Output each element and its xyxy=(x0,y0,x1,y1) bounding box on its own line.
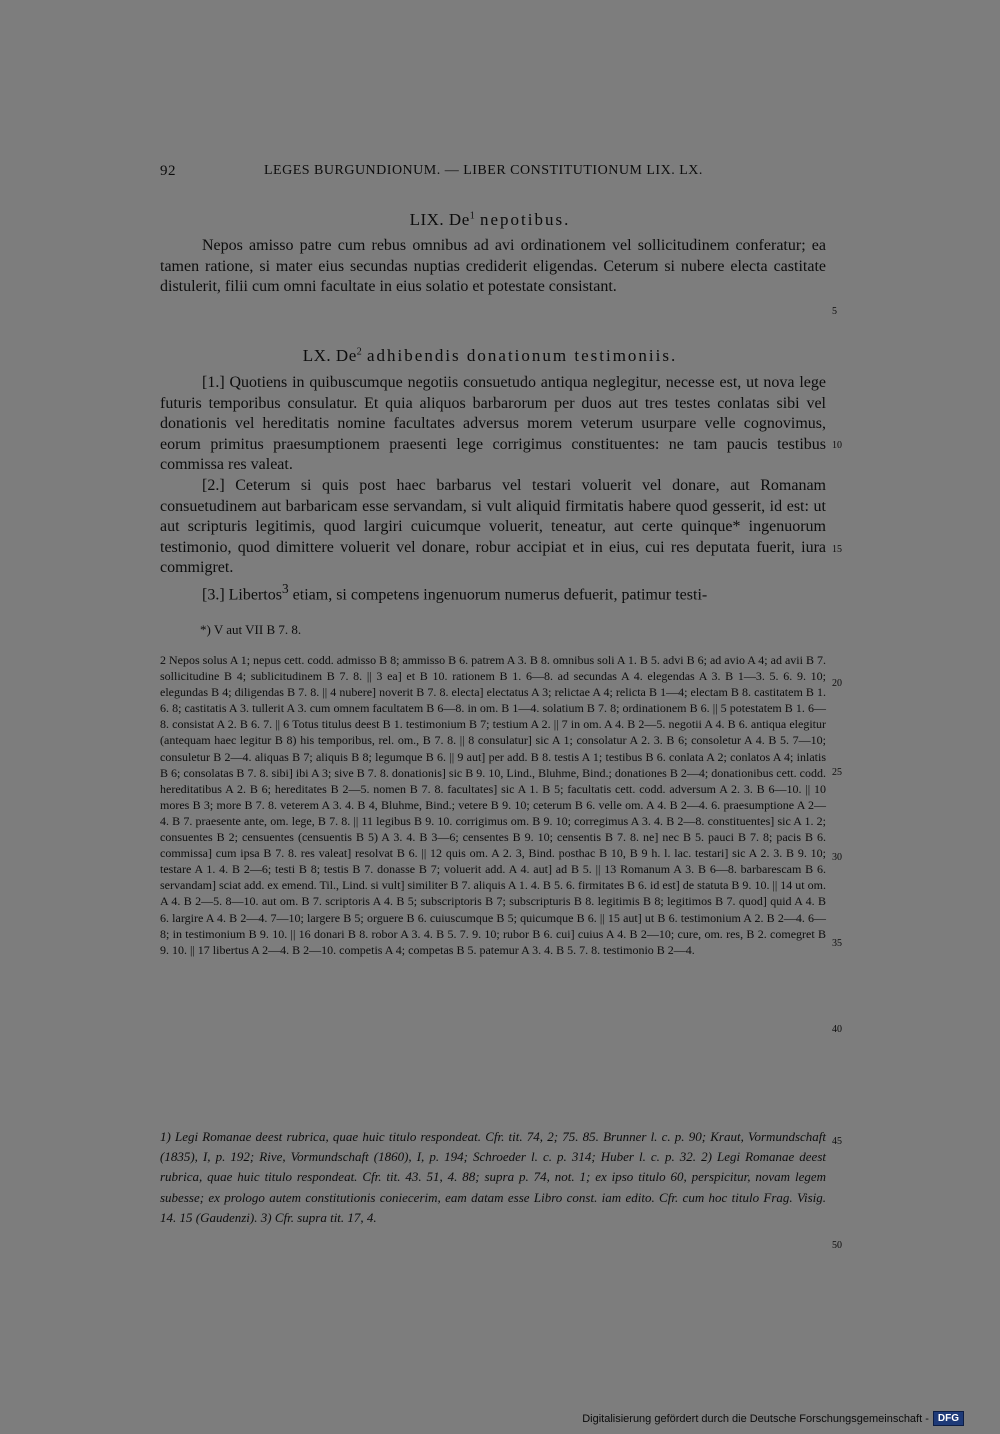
paragraph-lix: Nepos amisso patre cum rebus omnibus ad avi ordinationem vel sollicitudinem conferatur; ea tamen ratione, si mater eius secundas nuptias crediderit eligendas. Ceterum si nubere electa castitate distulerit, filii cum omni facultate in eius solatio et potestate consistant. xyxy=(160,237,826,296)
footnotes xyxy=(160,1127,826,1228)
credit-text: Digitalisierung gefördert durch die Deutsche Forschungsgemeinschaft - xyxy=(582,1412,929,1425)
footnote-text: 1) Legi Romanae deest rubrica, quae huic titulo respondeat. Cfr. tit. 74, 2; 75. 85. Brunner l. c. p. 90; Kraut, Vormundschaft (1835), I, p. 192; Rive, Vormundschaft (1860), I, p. 194; Schroeder l. c. p. 314; Huber l. c. p. 32. 2) Legi Romanae deest rubrica, quae huic titulo respondeat. Cfr. tit. 43. 51, 4. 88; supra p. 74, not. 1; ex ipso titulo 60, perspicitur, novam legem subesse; ex prologo autem constitutionis coniecerim, eam datam esse Libro const. iam edito. Cfr. cum hoc titulo Frag. Visig. 14. 15 (Gaudenzi). 3) Cfr. supra tit. 17, 4. xyxy=(160,1129,826,1225)
critical-apparatus: 2 Nepos solus A 1; nepus cett. codd. admisso B 8; ammisso B 6. patrem A 3. B 8. omnibus soli A 1. B 5. advi B 6; ad avio A 4; ad avii B 7. sollicitudine B 4; sublicitudinem B 7. 8. || 3 ea] et B 10. rationem B 1. 6—8. ad secundas A 4. elegendas A 3. B 1—3. 5. 6. 9. 10; elegundas B 4; diligendas B 7. 8. || 4 nubere] noverit B 7. 8. electa] electatus A 3; relictae A 4; relicta B 1—4; electam B 8. castitatem B 1. 6. 8; castitatis A 3. tullerit A 3. cum omnem facultatem B 6—8. in om. B 1—4. solatium B 7. 8; ordinationem B 6. || 5 potestatem B 1. 6—8. consistat A 2. B 6. 7. || 6 Totus titulus deest B 1. testimonium B 7; testium A 2. || 7 in om. A 4. B 2—5. negotii A 4. B 6. antiqua elegitur (antequam haec legitur B 8) his temporibus, rel. om., B 7. 8. || 8 consulatur] sic A 1; consolatur A 2. 3. B 6; consoletur A 4. B 5. 7—10; consuletur B 2—4. aliquas B 7; aliquis B 8; legumque B 6. || 9 aut] per add. B 8. testis A 1; testibus B 6. conlata A 2; conlatos A 4; inlatis B 6; consolatas B 7. 8. sibi] ibi A 3; sive B 7. 8. donationis] sic B 9. 10, Lind., Bluhme, Bind.; donationes B 2—4; donationibus cett. codd. hereditatibus A 2. B 6; hereditates B 2—5. nomen B 7. 8. facultates] sic A 1. B 5; facultatis cett. codd. adversum A 2. 3. B 6—10. || 10 mores B 3; more B 7. 8. veterem A 3. 4. B 4, Bluhme, Bind.; vetere B 9. 10; ceterum B 6. velle om. A 4. B 2—4. 6. praesumptione A 2—4. B 7. praesente ante, om. lege, B 7. 8. || 11 legibus B 9. 10. corrigimus om. B 9. 10; corregimus A 3. 4. B 2—8. constituentes] sic A 1. 2; consuentes B 2; censuentes (censuentis B 5) A 3. 4. B 3—6; censentes B 9. 10; censentis B 7. 8. ne] nec B 5. pauci B 7. 8; pacis B 6. commissa] cum ipsa B 7. 8. res valeat] resolvat B 6. || 12 quis om. A 2. 3, Bind. posthac B 10, B 9 h. l. lac. testari] sic A 2. 3. B 9. 10; testare A 1. 4. B 2—6; testi B 8; testis B 7. donasse B 7; voluerit add. A 4. aut] ad B 5. || 13 Romanum A 3. B 6—8. barbarescam B 6. servandam] sciat add. ex emend. Til., Lind. si vult] similiter B 7. aliquis A 1. 4. B 5. 6. firmitates B 6. id est] de statuta B 9. 10. || 14 ut om. A 4. B 2—5. 8—10. aut om. B 7. scriptoris A 4. B 5; subscriptoris B 7; subscripturis B 8. legitimis B 8; legitimos B 7. quod] quid A 4. B 6. largire A 4. B 2—4. 7—10; largere B 5; orguere B 6. cuiuscumque B 5; quicumque B 6. || 15 aut] ut B 6. testimonium A 2. B 2—4. 6—8; in testimonium B 9. 10. || 16 donari B 8. robor A 3. 4. B 5. 7. 9. 10; rubor B 6. cui] cuius A 4. B 2—10; cure, om. res, B 2. comegret B 9. 10. || 17 libertus A 2—4. B 2—10. competis A 4; competas B 5. patemur A 3. 4. B 5. 7. 8. testimonio B 2—4. xyxy=(160,653,826,957)
title-lx xyxy=(160,346,820,366)
line-number: 45 xyxy=(832,1136,842,1147)
running-header xyxy=(160,163,820,185)
line-number: 25 xyxy=(832,767,842,778)
page-number: 92 xyxy=(160,163,176,179)
paragraph-lx-3: [3.] Libertos$^3$ etiam, si competens ingenuorum numerus defuerit, patimur testi- xyxy=(202,580,708,604)
paragraph-lx-2: [2.] Ceterum si quis post haec barbarus vel testari voluerit vel donare, aut Romanam consuetudinem aut barbaricam esse servandam, si vult aliquid firmitatis habere quod gesserit, id est: ut aut scripturis legitimis, quod largiri cuicumque voluerit, teneatur, aut certe quinque* ingenuorum testimonio, quod dimittere voluerit vel donare, robur accipiat et in eius, cui res deputata fuerit, iura commigret. xyxy=(160,476,826,577)
footnote-ref-3: 3 xyxy=(281,580,289,596)
title-lix xyxy=(160,210,820,230)
line-number: 20 xyxy=(832,678,842,689)
footnote-ref-2: 2 xyxy=(356,346,363,358)
line-number: 10 xyxy=(832,440,842,451)
running-title: LEGES BURGUNDIONUM. — LIBER CONSTITUTIONUM LIX. LX. xyxy=(264,163,703,178)
line-number: 35 xyxy=(832,938,842,949)
star-note: *) V aut VII B 7. 8. xyxy=(200,622,302,637)
digitization-credit xyxy=(582,1411,964,1426)
title-lix-prefix: LIX. De xyxy=(409,210,470,229)
text-lx xyxy=(160,373,826,606)
dfg-logo: DFG xyxy=(933,1411,964,1426)
line-number: 15 xyxy=(832,544,842,555)
paragraph-lx-1: [1.] Quotiens in quibuscumque negotiis consuetudo antiqua neglegitur, necesse est, ut nova lege futuris temporibus consulatur. Et quia aliquos barbarorum per duos aut tres testes conlatas sibi vel donationis vel hereditatis nomine facultates adversus morem veterum usurpare velle cognovimus, eorum primitus praesumptionem praesenti lege corrigimus constituentes: ne tam paucis testibus commissa res valeat. xyxy=(160,374,826,474)
line-number: 40 xyxy=(832,1024,842,1035)
line-number: 50 xyxy=(832,1240,842,1251)
title-lix-word: nepotibus. xyxy=(480,210,571,229)
line-number: 30 xyxy=(832,852,842,863)
footnote-ref-1: 1 xyxy=(469,210,476,222)
text-lix xyxy=(160,236,826,298)
title-lx-prefix: LX. De xyxy=(302,346,357,365)
line-number: 5 xyxy=(832,306,837,317)
title-lx-words: adhibendis donationum testimoniis. xyxy=(367,346,678,365)
